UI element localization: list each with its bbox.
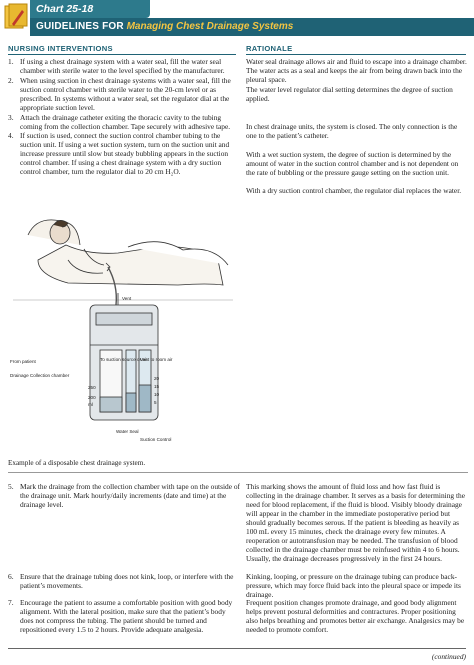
column-header-rationale: RATIONALE: [246, 44, 466, 55]
intervention-5: [8, 482, 240, 510]
label-cm-15: 15: [154, 384, 160, 389]
label-cm-20: 20: [154, 376, 160, 381]
intervention-item: 1. If using a chest drainage system with a water seal, fill the water seal chamber with sterile water to the level specified by the manufacturer.: [8, 57, 225, 75]
label-water-seal: Water Seal: [116, 429, 139, 434]
rationale-8: Frequent position changes promote drainage, and good body alignment helps prevent postural deformities and contractures. Proper positioning also helps breathing and promotes better air exchange. Analgesics may be needed to promote comfort.: [246, 598, 465, 634]
intervention-item: 2. When using suction in chest drainage systems with a water seal, fill the suction control chamber with sterile water to the 20-cm level or as prescribed. In systems without a water seal, set the regulator dial at the appropriate suction level.: [8, 75, 231, 112]
chest-drainage-illustration: [8, 205, 240, 455]
label-cm-10: 10: [154, 392, 160, 397]
rationale-3: In chest drainage units, the system is closed. The only connection is the one to the patient’s catheter.: [246, 122, 458, 140]
rationale-2: The water level regulator dial setting determines the degree of suction applied.: [246, 85, 453, 103]
rationale-6: This marking shows the amount of fluid loss and how fast fluid is collecting in the drainage chamber. It serves as a basis for determining the need for blood replacement, if the fluid is blood. Visibly bloody drainage will appear in the chamber in the immediate postoperative period but should gradually becomes serous. If the patient is bleeding as heavily as 100 mL every 15 minutes, check the drainage every few minutes. A reoperation or autotransfusion may be needed. The transfusion of blood collected in the drainage chamber must be reinfused within 4 to 6 hours. Usually, the drainage decreases progressively in the first 24 hours.: [246, 482, 465, 563]
rationale-1: Water seal drainage allows air and fluid to escape into a drainage chamber. The water acts as a seal and keeps the air from being drawn back into the pleural space.: [246, 57, 467, 84]
label-from-patient: From patient: [10, 359, 36, 364]
intervention-item: 4. If suction is used, connect the suction control chamber tubing to the suction unit. If using a wet suction system, turn on the suction unit and increase pressure until slow but steady bubbling appears in the suction control chamber. If using a chest drainage system with a dry suction control chamber, turn the regulator dial to 20 cm H₂O.: [8, 131, 230, 177]
rationale-4: With a wet suction system, the degree of suction is determined by the amount of water in the suction control chamber and is not dependent on the rate of bubbling or the pressure gauge setting on the suction unit.: [246, 150, 459, 177]
label-cm-5: 5: [154, 400, 157, 405]
intervention-item: 6. Ensure that the drainage tubing does not kink, loop, or interfere with the patient’s movements.: [8, 572, 234, 590]
label-suction-control: Suction Control: [140, 437, 172, 442]
guidelines-header: [30, 18, 474, 36]
label-cm-250: 250: [88, 385, 96, 390]
section-divider: [8, 472, 468, 473]
column-header-interventions: NURSING INTERVENTIONS: [8, 44, 236, 55]
patient-figure: [13, 220, 233, 300]
intervention-6: [8, 572, 240, 591]
chart-logo-icon: [2, 2, 30, 34]
footer-rule: [8, 648, 466, 649]
label-cm-200: 200: [88, 395, 96, 400]
illustration-caption: Example of a disposable chest drainage system.: [8, 459, 146, 467]
label-to-suction: To suction source or air: [100, 357, 148, 362]
continued-note: (continued): [431, 652, 466, 661]
label-drainage-collection: Drainage Collection chamber: [10, 373, 70, 378]
rationale-5: With a dry suction control chamber, the regulator dial replaces the water.: [246, 186, 462, 195]
guidelines-topic: Managing Chest Drainage Systems: [126, 21, 294, 32]
interventions-top-list: [8, 57, 240, 177]
rationale-7: Kinking, looping, or pressure on the drainage tubing can produce back-pressure, which may force fluid back into the pleural space or impede its drainage.: [246, 572, 461, 599]
intervention-item: 3. Attach the drainage catheter exiting the thoracic cavity to the tubing coming from the collection chamber. Tape securely with adhesive tape.: [8, 112, 231, 131]
intervention-item: 5. Mark the drainage from the collection chamber with tape on the outside of the drainage unit. Mark hourly/daily increments (date and time) at the drainage level.: [8, 482, 241, 509]
intervention-7: [8, 598, 240, 635]
label-vent-room: Vent to room air: [140, 357, 173, 362]
intervention-item: 7. Encourage the patient to assume a comfortable position with good body alignment. With the lateral position, make sure that the patient’s body does not compress the tubing. The patient should be turned and repositioned every 1.5 to 2 hours. Provide adequate analgesia.: [8, 598, 233, 634]
label-vent: Vent: [122, 296, 132, 301]
label-ml: ml: [88, 402, 93, 407]
chart-number-tab: Chart 25-18: [30, 0, 150, 18]
guidelines-prefix: GUIDELINES FOR: [36, 21, 124, 32]
